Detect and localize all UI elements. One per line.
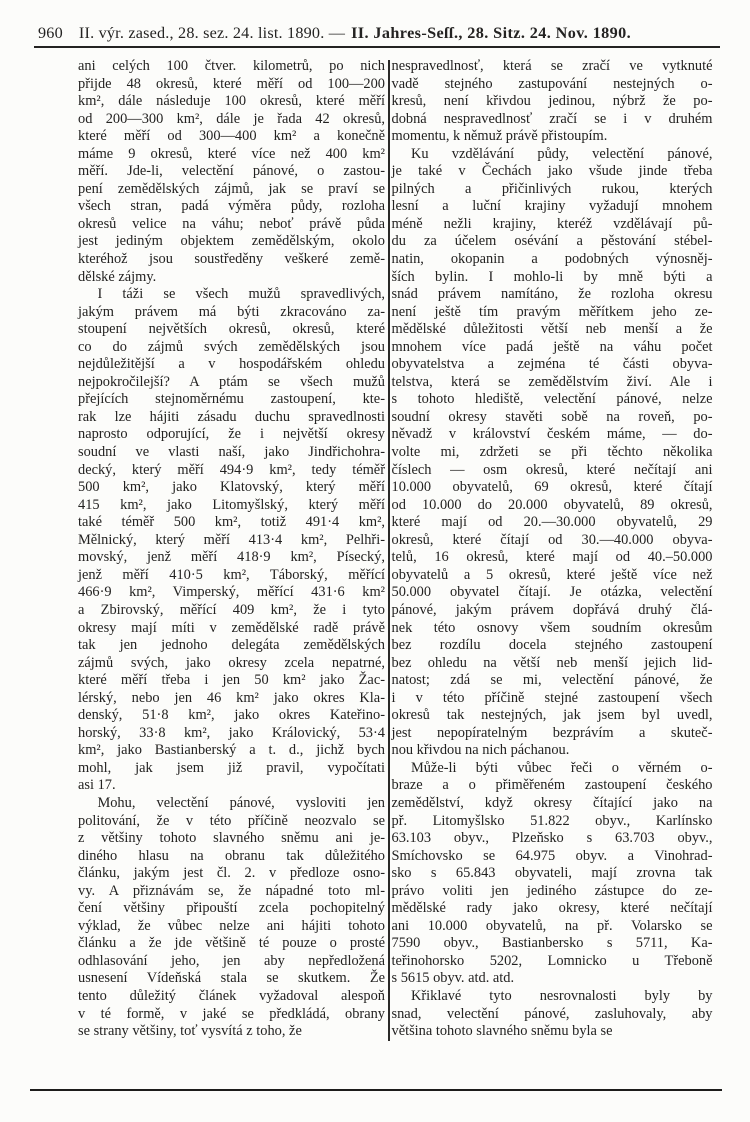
paragraph	[78, 58, 385, 286]
paragraph	[392, 58, 713, 146]
text-line: 7590 obyv., Bastianbersko s 5711, Ka-	[391, 935, 713, 952]
text-line: všech stran, padá výměra půdy, rozloha	[78, 198, 385, 215]
text-line: naprosto odporující, že i největší okresy	[78, 426, 385, 443]
text-line: od 10.000 do 20.000 obyvatelů, 89 okresů,	[391, 496, 713, 513]
text-line: měří. Jde-li, velectění pánové, o zastou-	[78, 163, 385, 180]
text-line: pení zemědělských zájmů, jak se praví se	[78, 180, 385, 197]
text-line: v té formě, v jaké se předkládá, obrany	[78, 1005, 385, 1022]
text-line: máme 9 okresů, které více než 400 km²	[78, 145, 385, 162]
text-line: něvadž v království českém máme, — do-	[391, 426, 713, 443]
header-german-session: II. Jahres-Seſſ., 28. Sitz. 24. Nov. 1890.	[351, 24, 632, 42]
text-line: okresy mají míti v zemědělské radě právě	[78, 619, 385, 636]
page-bottom-rule	[30, 1089, 722, 1091]
text-line: soudní ve vlasti naší, jako Jindřichohra-	[78, 444, 385, 461]
text-columns	[78, 58, 713, 1041]
text-line: přijde 48 okresů, které měří od 100—200	[78, 75, 385, 92]
text-line: zájmů svých, jako okresy zcela nepatrné,	[78, 654, 385, 671]
text-line: čení většiny připouští zcela pochopitelný	[78, 900, 385, 917]
left-column	[78, 58, 385, 1041]
text-line: lesní a luční krajiny vyžadují mnohem	[391, 198, 713, 215]
text-line: Mělnický, který měří 413·4 km², Pelhři-	[78, 531, 385, 548]
text-line: vy. A přiznávám se, že nápadné toto ml-	[78, 882, 385, 899]
paragraph	[78, 286, 385, 795]
text-line: bez rozdílu docela stejného zastoupení	[391, 637, 713, 654]
text-line: braze a o přiměřeném zastoupení českého	[391, 777, 713, 794]
text-line: jakým právem má býti zkracováno za-	[78, 303, 385, 320]
text-line: mnohem více padá ještě na váhu počet	[391, 338, 713, 355]
column-divider	[388, 60, 390, 1041]
text-line: článku a že jde většině té pouze o prosté	[78, 935, 385, 952]
text-line: s tohoto hlediště, velectění pánové, nelze	[391, 391, 713, 408]
text-line: telů, 16 okresů, které mají od 40.–50.000	[391, 549, 713, 566]
text-line: nespravedlnosť, která se zračí ve vytknuté	[391, 58, 713, 74]
text-line: ani 10.000 obyvatelů, na př. Volarsko se	[391, 917, 713, 934]
text-line: bez ohledu na větší neb menší jejich lid-	[391, 654, 713, 671]
text-line: I táži se všech mužů spravedlivých,	[97, 286, 385, 303]
text-line: usnesení Vídeňská stala se skutkem. Že	[78, 970, 385, 987]
text-line: mědělské důležitosti větší neb menší a že	[391, 321, 713, 338]
page-number: 960	[38, 24, 63, 42]
text-line: du za účelem osévání a pěstování stébel-	[391, 233, 713, 250]
text-line: vadě stejného zastupování nestejných o-	[391, 75, 713, 92]
text-line: nou křivdou na nich páchanou.	[391, 742, 570, 759]
text-line: které měří třeba i jen 50 km² jako Žac-	[78, 672, 385, 689]
text-line: okresů, které čítají od 30.—40.000 obyva-	[391, 531, 713, 548]
text-line: sko s 65.843 obyvateli, mají zrovna tak	[391, 865, 713, 882]
text-line: ani celých 100 čtver. kilometrů, po nich	[78, 58, 385, 74]
text-line: km², jako Bastianberský a t. d., jichž bych	[78, 742, 385, 759]
text-line: okresů tak nestejných, jak jsem byl uvedl,	[391, 707, 713, 724]
text-line: Ku vzdělávání půdy, velectění pánové,	[410, 145, 713, 162]
text-line: méně nežli krajiny, kteréž vzdělávají pů-	[391, 215, 713, 232]
text-line: které mají od 20.—30.000 obyvatelů, 29	[391, 514, 713, 531]
text-line: obyvatelstva a zejména té části obyva-	[391, 356, 713, 373]
text-line: horský, 33·8 km², jako Královický, 53·4	[78, 724, 385, 741]
text-line: a Zbirovský, měřící 409 km², že i tyto	[78, 601, 385, 618]
text-line: politování, že v této příčině neozvalo se	[78, 812, 385, 829]
text-line: př. Litomyšlsko 51.822 obyv., Karlínsko	[391, 812, 713, 829]
text-line: kresů, není křivdou jedinou, nýbrž že po-	[391, 93, 713, 110]
text-line: natost; zdá se mi, velectění pánové, že	[391, 672, 713, 689]
text-line: právo voliti jen jediného zástupce do ze-	[391, 882, 713, 899]
text-line: obyvatelů a 5 okresů, které ještě více než	[391, 566, 713, 583]
text-line: i v této příčině stejné zastoupení všech	[391, 689, 713, 706]
page-header	[38, 24, 720, 43]
text-line: snád právem namítáno, že rozloha okresu	[391, 286, 713, 303]
text-line: denský, 51·8 km², jako okres Kateřino-	[78, 707, 385, 724]
paragraph	[78, 795, 385, 1041]
text-line: 466·9 km², Vimperský, měřící 431·6 km²	[78, 584, 385, 601]
header-rule	[34, 46, 720, 48]
text-line: 500 km², jako Klatovský, který měří	[78, 479, 385, 496]
text-line: 10.000 obyvatelů, 69 okresů, které čítají	[391, 479, 713, 496]
text-line: 415 km², jako Litomyšlský, který měří	[78, 496, 385, 513]
text-line: nek této osnovy všem soudním okresům	[391, 619, 713, 636]
text-line: pilných a přičinlivých rukou, kterých	[391, 180, 713, 197]
text-line: výklad, že vůbec nelze ani hájiti tohoto	[78, 917, 385, 934]
text-line: co do zájmů svých zemědělských jsou	[78, 338, 385, 355]
text-line: nejdůležitější a v hospodářském ohledu	[78, 356, 385, 373]
text-line: které měří od 300—400 km² a konečně	[78, 128, 385, 145]
text-line: tento důležitý článek vyžadoval alespoň	[78, 987, 385, 1004]
text-line: rak lze hájiti zásadu duchu spravedlnosti	[78, 408, 385, 425]
paragraph	[392, 988, 713, 1041]
text-line: dobná nespravedlnosť zračí se i v druhém	[391, 110, 713, 127]
text-line: mohl, jak jsem již pravil, vypočítati	[78, 759, 385, 776]
text-line: jest jediným objektem zemědělským, okolo	[78, 233, 385, 250]
text-line: od 200—300 km², dále je řada 42 okresů,	[78, 110, 385, 127]
text-line: jest nepopíratelným bezprávím a skuteč-	[391, 724, 713, 741]
text-line: Může-li býti vůbec řeči o věrném o-	[410, 759, 713, 776]
text-line: volte mi, zdržeti se při těchto několika	[391, 444, 713, 461]
text-line: je také v Čechách jako všude jinde třeba	[391, 163, 713, 180]
text-line: většina tohoto slavného sněmu byla se	[391, 1023, 613, 1040]
paragraph	[392, 760, 713, 988]
text-line: Smíchovsko se 64.975 obyv. a Vinohrad-	[391, 847, 713, 864]
paragraph	[392, 146, 713, 760]
text-line: diného hlasu na obranu tak důležitého	[78, 847, 385, 864]
header-czech-session: II. výr. zased., 28. sez. 24. list. 1890. —	[78, 24, 346, 42]
text-line: s 5615 obyv. atd. atd.	[391, 970, 515, 987]
text-line: mědělské rady jako okresy, které nečítají	[391, 900, 713, 917]
text-line: km², dále následuje 100 okresů, které měří	[78, 93, 385, 110]
text-line: soudní okresy stavěti sobě na roveň, po-	[391, 408, 713, 425]
text-line: natin, okopanin a podobných výnosněj-	[391, 251, 713, 268]
text-line: 50.000 obyvatel čítají. Je otázka, velectění	[391, 584, 713, 601]
text-line: nejpokročilejší? A ptám se všech mužů	[78, 373, 385, 390]
text-line: telstva, která se zemědělstvím živí. Ale i	[391, 373, 713, 390]
text-line: zemědělství, když okresy čítající jako na	[391, 794, 713, 811]
text-line: okresů velice na váhu; neboť právě půda	[78, 215, 385, 232]
text-line: ších bylin. I mohlo-li by mně býti a	[391, 268, 713, 285]
text-line: stoupení největších okresů, okresů, které	[78, 321, 385, 338]
text-line: se strany většiny, toť vysvítá z toho, že	[78, 1023, 302, 1040]
text-line: kteréhož jsou soustředěny veškeré země-	[78, 251, 385, 268]
text-line: číslech — osm okresů, které nečítají ani	[391, 461, 713, 478]
text-line: asi 17.	[78, 777, 116, 794]
text-line: 63.103 obyv., Plzeňsko s 63.703 obyv.,	[391, 830, 713, 847]
text-line: přejících stejnoměrnému zastoupení, kte-	[78, 391, 385, 408]
text-line: snad, velectění pánové, zasluhovaly, aby	[391, 1005, 713, 1022]
text-line: Křiklavé tyto nesrovnalosti byly by	[410, 987, 713, 1004]
text-line: článku, jakým jest čl. 2. v předloze osno-	[78, 865, 385, 882]
text-line: odhlasování jeho, jen aby nepředložená	[78, 952, 385, 969]
text-line: teřinohorsko 5202, Lomnicko u Třeboně	[391, 952, 713, 969]
text-line: jenž měří 410·5 km², Táborský, měřící	[78, 566, 385, 583]
text-line: také téměř 500 km², totiž 491·4 km²,	[78, 514, 385, 531]
text-line: dělské zájmy.	[78, 268, 157, 285]
text-line: momentu, k němuž právě přistoupím.	[391, 128, 608, 145]
right-column	[392, 58, 713, 1041]
text-line: není ještě tím pravým měřítkem jeho ze-	[391, 303, 713, 320]
text-line: decký, který měří 494·9 km², tedy téměř	[78, 461, 385, 478]
text-line: z většiny tohoto slavného sněmu ani je-	[78, 830, 385, 847]
text-line: tak jen jednoho delegáta zemědělských	[78, 637, 385, 654]
text-line: movský, jenž měří 418·9 km², Písecký,	[78, 549, 385, 566]
text-line: lérský, nebo jen 46 km² jako okres Kla-	[78, 689, 385, 706]
text-line: Mohu, velectění pánové, vysloviti jen	[97, 794, 385, 811]
text-line: pánové, jakým právem dopřává druhý člá-	[391, 601, 713, 618]
